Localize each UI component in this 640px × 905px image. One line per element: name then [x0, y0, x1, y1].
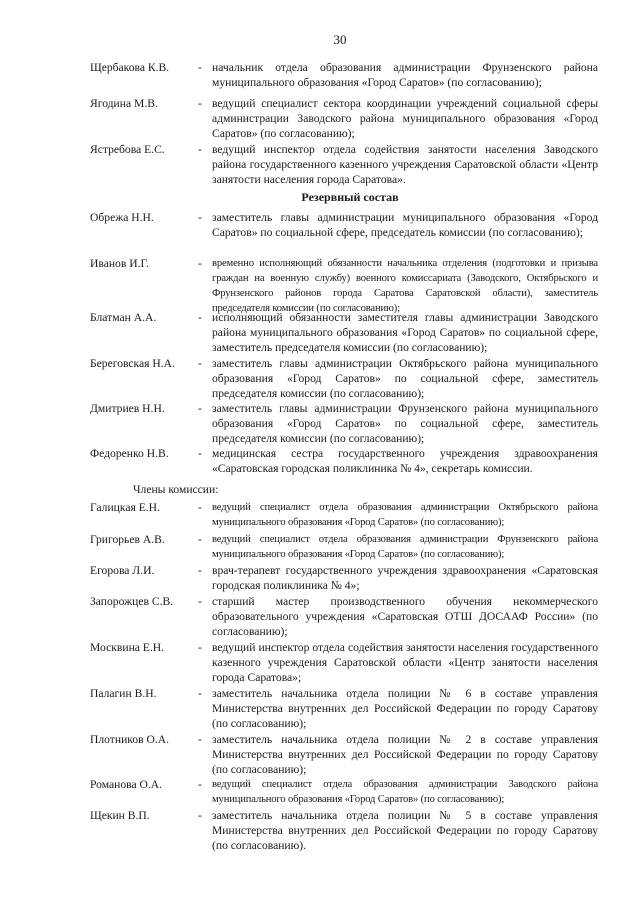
dash: - [198, 564, 202, 577]
person-name: Береговская Н.А. [90, 357, 175, 370]
person-name: Романова О.А. [90, 778, 163, 791]
person-name: Палагин В.Н. [90, 687, 157, 700]
position-description: ведущий специалист отдела образования администрации Фрунзенского района муниципального образования «Город Саратов» (по согласованию); [212, 534, 598, 560]
position-description: ведущий специалист сектора координации учреждений социальной сферы администрации Заводского района муниципального образования «Город Саратов» (по согласованию); [212, 97, 598, 140]
person-name: Григорьев А.В. [90, 533, 165, 546]
dash: - [198, 97, 202, 110]
person-name: Запорожцев С.В. [90, 595, 174, 608]
dash: - [198, 641, 202, 654]
position-description: ведущий инспектор отдела содействия занятости населения государственного казенного учреждения Саратовской области «Центр занятости населения города Саратова»; [212, 641, 598, 684]
position-description: начальник отдела образования администрации Фрунзенского района муниципального образования «Город Саратов» (по согласованию); [212, 61, 598, 89]
dash: - [198, 402, 202, 415]
person-name: Ястребова Е.С. [90, 143, 165, 156]
person-name: Ягодина М.В. [90, 97, 158, 110]
position-description: временно исполняющий обязанности начальника отделения (подготовки и призыва граждан на военную службу) военного комиссариата (Заводского, Октябрьского и Фрунзенского районов города Саратова Саратовской области), заместитель председателя комиссии (по согласованию); [212, 258, 598, 314]
dash: - [198, 357, 202, 370]
person-name: Блатман А.А. [90, 311, 157, 324]
position-description: медицинская сестра государственного учреждения здравоохранения «Саратовская городская поликлиника № 4», секретарь комиссии. [212, 447, 598, 475]
dash: - [198, 733, 202, 746]
person-name: Москвина Е.Н. [90, 641, 165, 654]
position-description: исполняющий обязанности заместителя главы администрации Заводского района муниципального образования «Город Саратов» по социальной сфере, заместитель председателя комиссии (по согласованию); [212, 311, 598, 354]
dash: - [198, 61, 202, 74]
position-description: ведущий специалист отдела образования администрации Заводского района муниципального образования «Город Саратов» (по согласованию); [212, 779, 598, 805]
dash: - [198, 211, 202, 224]
dash: - [198, 533, 202, 546]
dash: - [198, 501, 202, 514]
person-name: Галицкая Е.Н. [90, 501, 160, 514]
dash: - [198, 687, 202, 700]
dash: - [198, 447, 202, 460]
person-name: Обрежа Н.Н. [90, 211, 154, 224]
position-description: врач-терапевт государственного учреждения здравоохранения «Саратовская городская поликлиника № 4»; [212, 564, 598, 592]
position-description: старший мастер производственного обучения некоммерческого образовательного учреждения «Саратовская ОТШ ДОСААФ России» (по согласованию); [212, 595, 598, 638]
members-section-title: Члены комиссии: [133, 483, 219, 496]
dash: - [198, 143, 202, 156]
person-name: Дмитриев Н.Н. [90, 402, 165, 415]
person-name: Плотников О.А. [90, 733, 170, 746]
dash: - [198, 257, 202, 270]
position-description: ведущий инспектор отдела содействия занятости населения Заводского района государственного казенного учреждения Саратовской области «Центр занятости населения города Саратова». [212, 143, 598, 186]
dash: - [198, 778, 202, 791]
person-name: Иванов И.Г. [90, 257, 149, 270]
page-number: 30 [333, 32, 347, 47]
person-name: Егорова Л.И. [90, 564, 155, 577]
dash: - [198, 809, 202, 822]
person-name: Щекин В.П. [90, 809, 150, 822]
position-description: заместитель главы администрации Фрунзенского района муниципального образования «Город Саратов» по социальной сфере, заместитель председателя комиссии (по согласованию); [212, 402, 598, 445]
position-description: заместитель начальника отдела полиции № 5 в составе управления Министерства внутренних дел Российской Федерации по городу Саратову (по согласованию). [212, 809, 598, 852]
reserve-section-title: Резервный состав [301, 190, 399, 204]
person-name: Федоренко Н.В. [90, 447, 169, 460]
position-description: заместитель главы администрации муниципального образования «Город Саратов» по социальной сфере, председатель комиссии (по согласованию); [212, 211, 598, 239]
position-description: заместитель главы администрации Октябрьского района муниципального образования «Город Саратов» по социальной сфере, заместитель председателя комиссии (по согласованию); [212, 357, 598, 400]
position-description: заместитель начальника отдела полиции № 6 в составе управления Министерства внутренних дел Российской Федерации по городу Саратову (по согласованию); [212, 687, 598, 730]
position-description: заместитель начальника отдела полиции № 2 в составе управления Министерства внутренних дел Российской Федерации по городу Саратову (по согласованию); [212, 733, 598, 776]
position-description: ведущий специалист отдела образования администрации Октябрьского района муниципального образования «Город Саратов» (по согласованию); [212, 502, 598, 528]
dash: - [198, 311, 202, 324]
dash: - [198, 595, 202, 608]
person-name: Щербакова К.В. [90, 61, 170, 74]
